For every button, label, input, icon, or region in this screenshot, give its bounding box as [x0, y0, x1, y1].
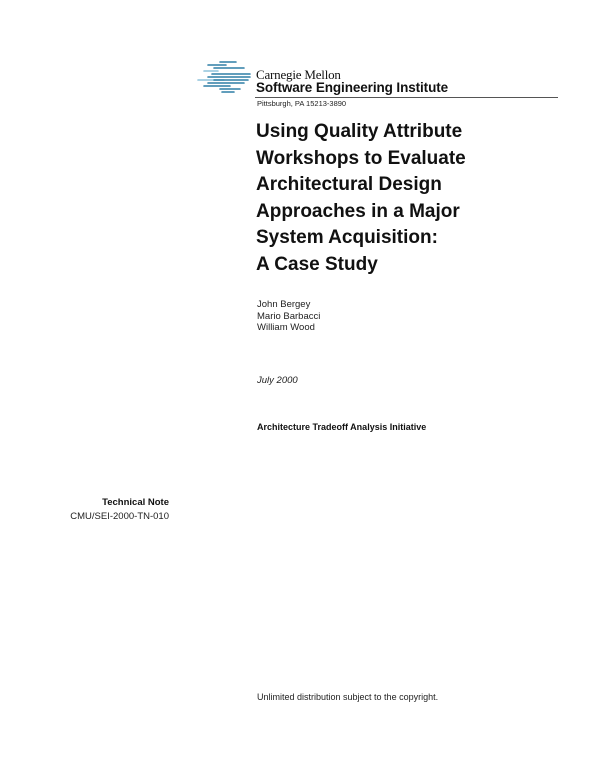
publication-date: July 2000 — [257, 375, 298, 386]
title-line: A Case Study — [256, 253, 378, 275]
author-name: William Wood — [257, 322, 315, 333]
report-number: CMU/SEI-2000-TN-010 — [70, 511, 169, 522]
header-divider — [255, 97, 558, 98]
author-list — [257, 299, 320, 334]
author-name: John Bergey — [257, 299, 311, 310]
distribution-notice: Unlimited distribution subject to the copyright. — [257, 692, 439, 702]
title-line: Approaches in a Major — [256, 200, 460, 222]
institute-address: Pittsburgh, PA 15213-3890 — [257, 99, 347, 108]
title-line: Workshops to Evaluate — [256, 147, 466, 169]
title-line: Architectural Design — [256, 174, 442, 195]
title-line: Using Quality Attribute — [256, 121, 463, 142]
report-type: Technical Note — [102, 497, 169, 508]
sei-globe-lines-icon — [194, 60, 254, 94]
title-line: System Acquisition: — [256, 227, 438, 248]
document-title — [256, 119, 556, 278]
initiative-name: Architecture Tradeoff Analysis Initiative — [257, 422, 427, 432]
institution-name: Carnegie Mellon — [256, 67, 341, 82]
institute-name: Software Engineering Institute — [256, 80, 449, 95]
author-name: Mario Barbacci — [257, 310, 321, 322]
